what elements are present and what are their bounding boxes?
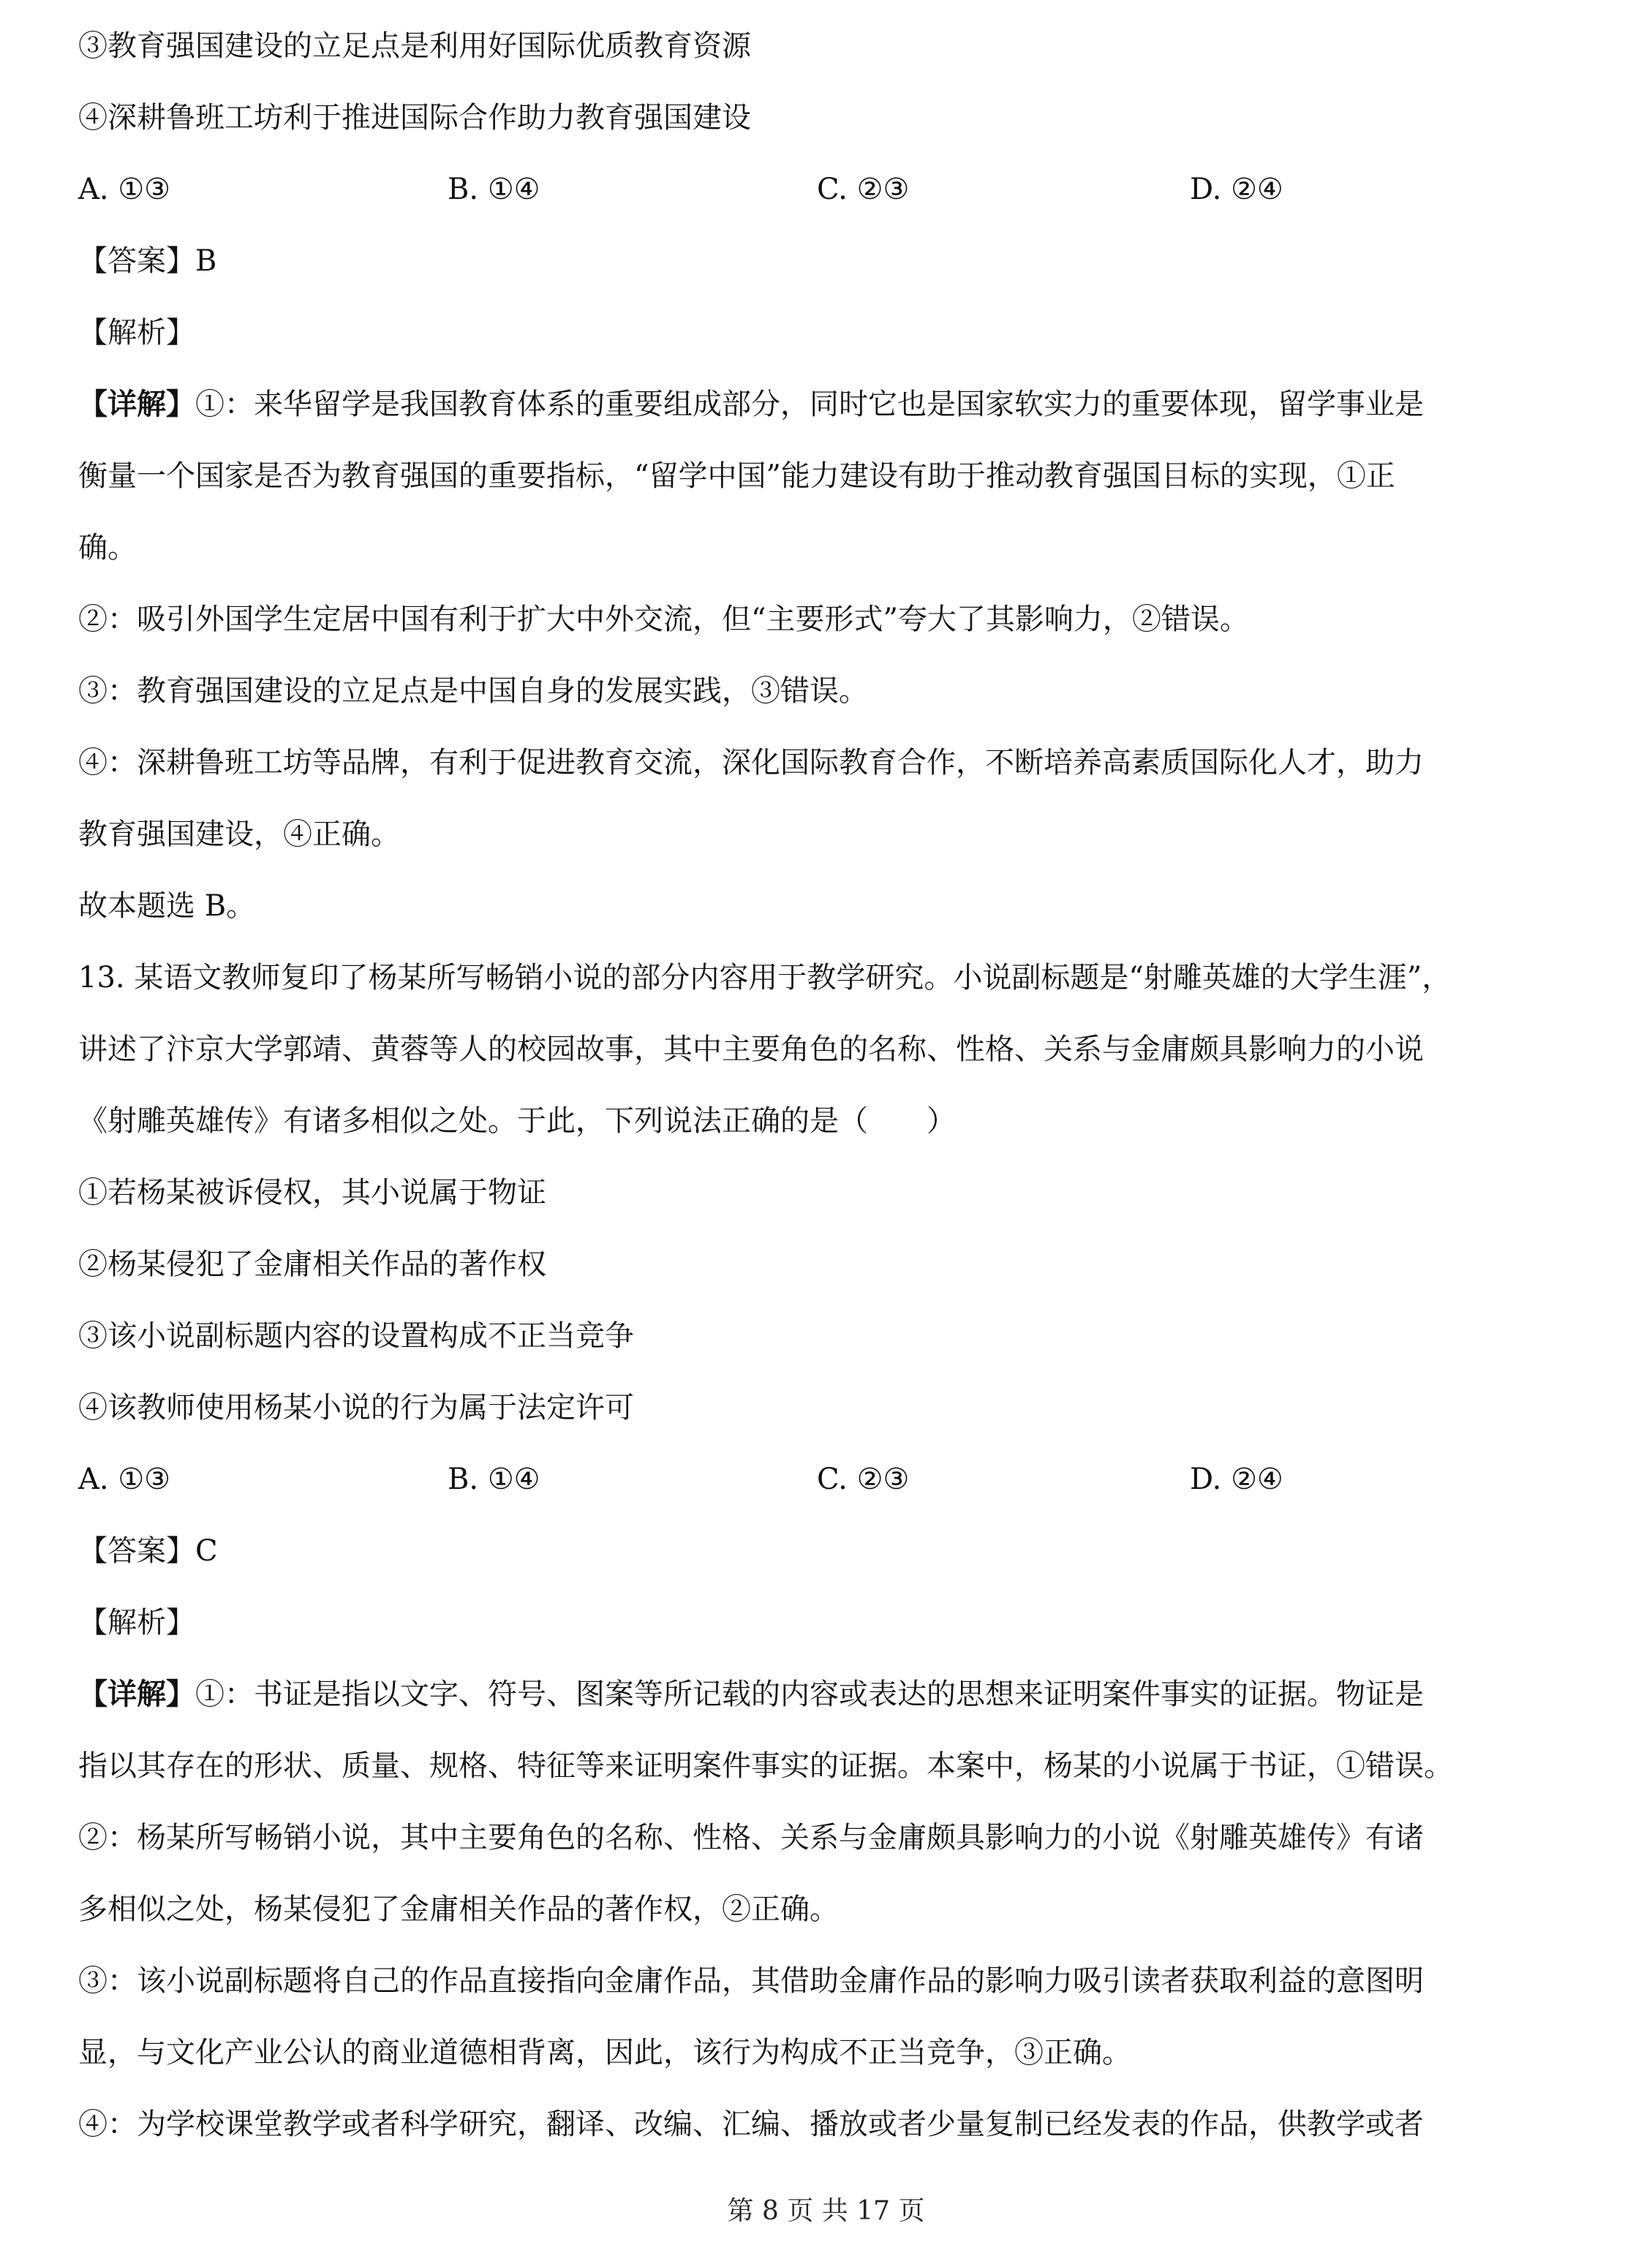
q12-option-d: D. ②④: [1190, 173, 1283, 206]
q13-detail-line: ④：为学校课堂教学或者科学研究，翻译、改编、汇编、播放或者少量复制已经发表的作品，供教学或者: [78, 2108, 1424, 2141]
q13-statement-4: ④该教师使用杨某小说的行为属于法定许可: [78, 1391, 634, 1425]
q12-statement-4: ④深耕鲁班工坊利于推进国际合作助力教育强国建设: [78, 101, 751, 135]
q13-statement-3: ③该小说副标题内容的设置构成不正当竞争: [78, 1319, 634, 1353]
q12-conclusion: 故本题选 B。: [78, 889, 256, 923]
q13-detail-line: 指以其存在的形状、质量、规格、特征等来证明案件事实的证据。本案中，杨某的小说属于书证，①错误。: [78, 1749, 1453, 1783]
q13-answer: [78, 1531, 218, 1571]
q12-detail-line: [78, 385, 1424, 424]
q12-detail-line: ③：教育强国建设的立足点是中国自身的发展实践，③错误。: [78, 674, 868, 708]
q13-options: [78, 1460, 1468, 1499]
answer-tag: 【答案】: [78, 1534, 195, 1568]
q13-statement-1: ①若杨某被诉侵权，其小说属于物证: [78, 1176, 546, 1210]
q13-detail-line: ②：杨某所写畅销小说，其中主要角色的名称、性格、关系与金庸颇具影响力的小说《射雕英雄传》有诸: [78, 1821, 1424, 1855]
q13-option-d: D. ②④: [1190, 1463, 1283, 1496]
answer-value: B: [195, 244, 217, 278]
q13-analysis-tag: 【解析】: [78, 1606, 195, 1640]
q12-option-a: A. ①③: [78, 173, 171, 206]
q13-detail-line: 多相似之处，杨某侵犯了金庸相关作品的著作权，②正确。: [78, 1893, 839, 1926]
answer-value: C: [195, 1534, 218, 1568]
q12-options: [78, 170, 1468, 209]
page-footer: 第 8 页 共 17 页: [727, 2196, 925, 2226]
q13-detail-line: ③：该小说副标题将自己的作品直接指向金庸作品，其借助金庸作品的影响力吸引读者获取利益的意图明: [78, 1964, 1424, 1998]
q12-detail-line: 衡量一个国家是否为教育强国的重要指标，“留学中国”能力建设有助于推动教育强国目标的实现，①正: [78, 459, 1395, 493]
q13-detail-line: 显，与文化产业公认的商业道德相背离，因此，该行为构成不正当竞争，③正确。: [78, 2036, 1131, 2069]
q12-option-b: B. ①④: [448, 173, 540, 206]
q13-statement-2: ②杨某侵犯了金庸相关作品的著作权: [78, 1248, 546, 1281]
q13-option-a: A. ①③: [78, 1463, 171, 1496]
detail-tag: 【详解】: [78, 387, 195, 421]
q13-stem-line: 《射雕英雄传》有诸多相似之处。于此，下列说法正确的是（ ）: [78, 1104, 956, 1138]
q13-detail-line: [78, 1675, 1424, 1714]
detail-text: ①：来华留学是我国教育体系的重要组成部分，同时它也是国家软实力的重要体现，留学事业是: [195, 388, 1424, 421]
q12-detail-line: ④：深耕鲁班工坊等品牌，有利于促进教育交流，深化国际教育合作，不断培养高素质国际化人才，助力: [78, 746, 1424, 780]
detail-text: ①：书证是指以文字、符号、图案等所记载的内容或表达的思想来证明案件事实的证据。物证是: [195, 1678, 1424, 1711]
answer-tag: 【答案】: [78, 244, 195, 278]
q12-option-c: C. ②③: [817, 173, 910, 206]
q13-option-b: B. ①④: [448, 1463, 540, 1496]
q12-analysis-tag: 【解析】: [78, 316, 195, 350]
q12-detail-line: ②：吸引外国学生定居中国有利于扩大中外交流，但“主要形式”夸大了其影响力，②错误。: [78, 603, 1249, 636]
q13-stem-line: 讲述了汴京大学郭靖、黄蓉等人的校园故事，其中主要角色的名称、性格、关系与金庸颇具影响力的小说: [78, 1033, 1424, 1066]
q13-option-c: C. ②③: [817, 1463, 910, 1496]
q12-statement-3: ③教育强国建设的立足点是利用好国际优质教育资源: [78, 29, 751, 63]
q12-detail-line: 教育强国建设，④正确。: [78, 818, 400, 851]
q13-stem-line: 13. 某语文教师复印了杨某所写畅销小说的部分内容用于教学研究。小说副标题是“射雕英雄的大学生涯”，: [78, 961, 1452, 995]
detail-tag: 【详解】: [78, 1677, 195, 1711]
q12-answer: [78, 241, 216, 281]
q12-detail-line: 确。: [78, 531, 137, 565]
